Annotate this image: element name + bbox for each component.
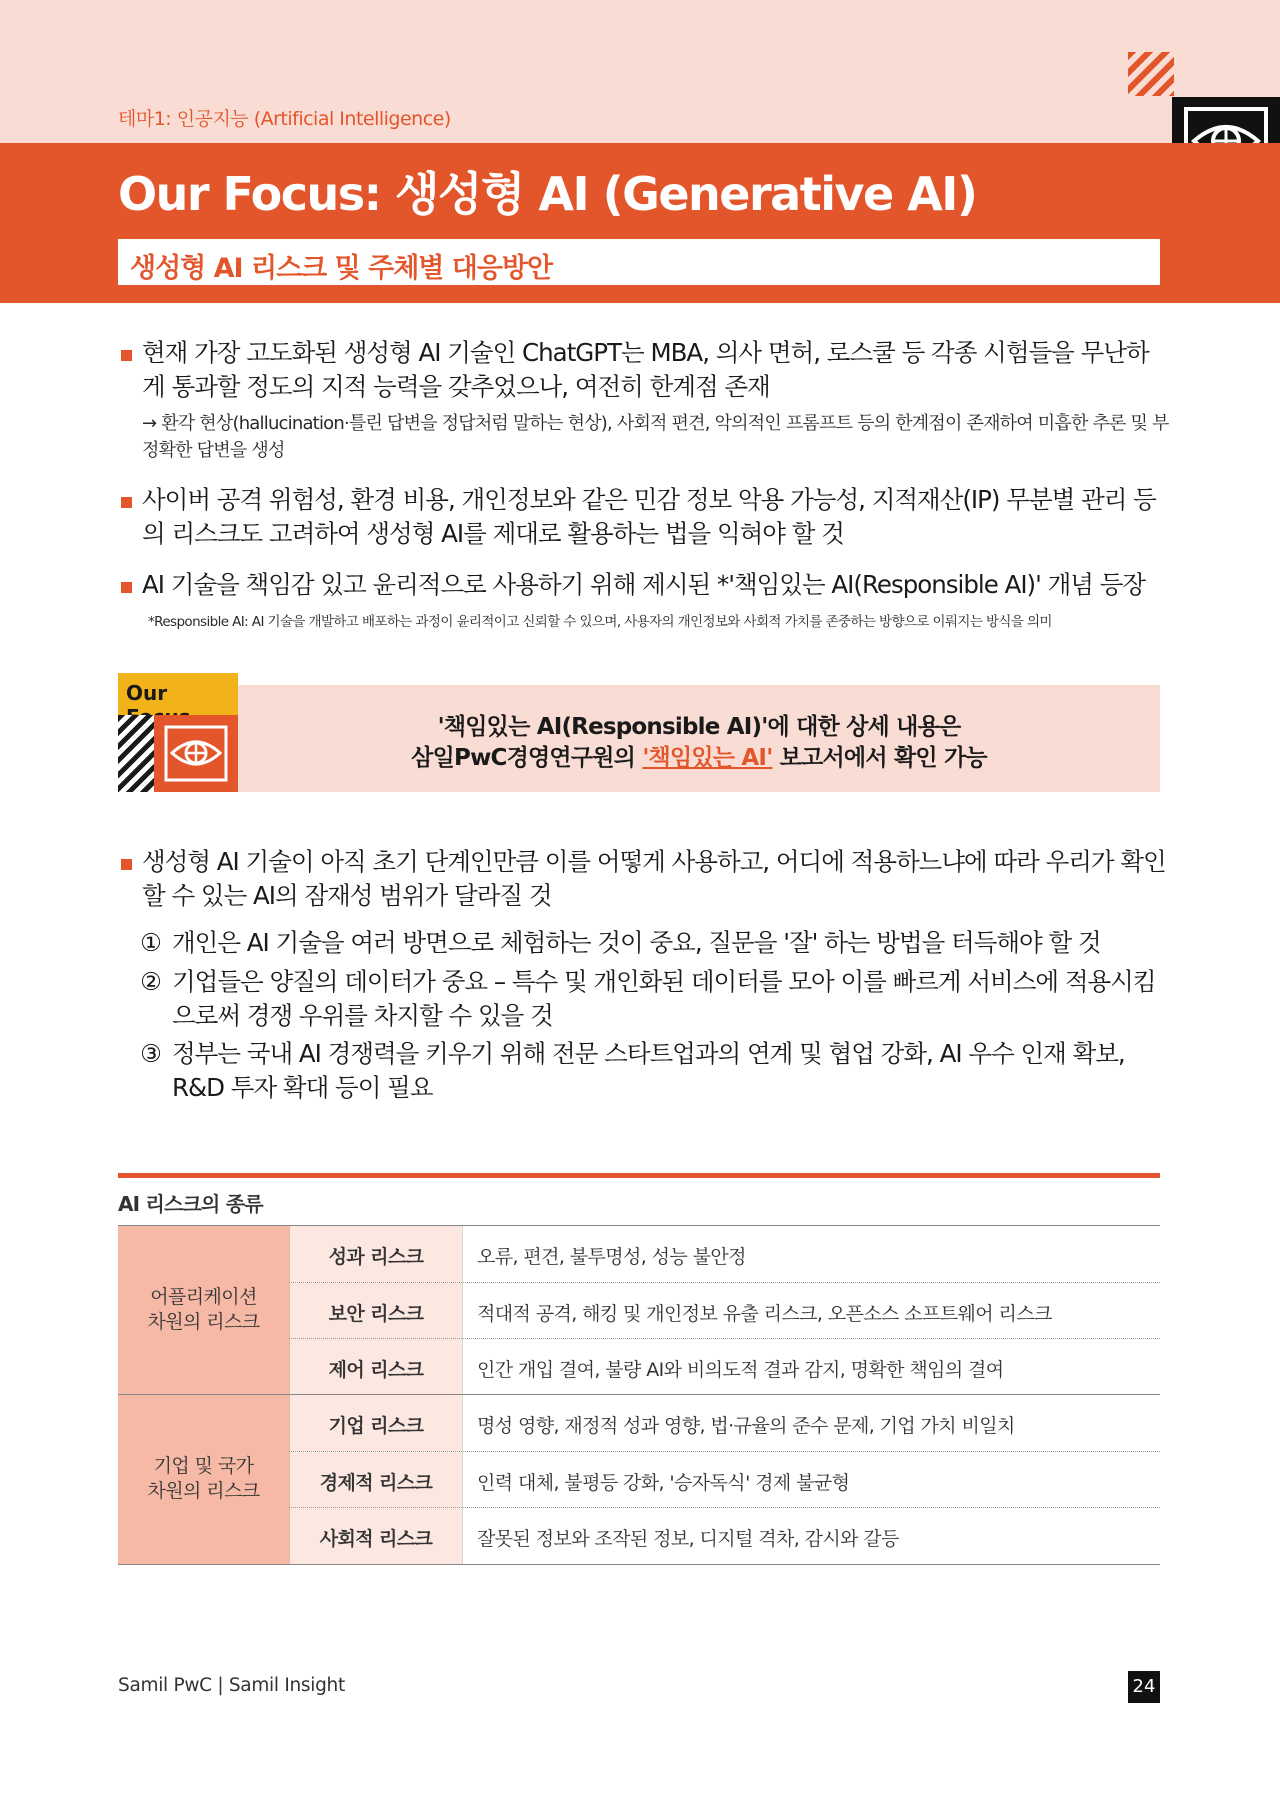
numbered-item-2	[140, 965, 1170, 1033]
focus-line-2	[238, 739, 1160, 772]
risk-desc: 적대적 공격, 해킹 및 개인정보 유출 리스크, 오픈소스 소프트웨어 리스크	[477, 1303, 1052, 1325]
table-top-rule	[118, 1173, 1160, 1178]
item-text: 정부는 국내 AI 경쟁력을 키우기 위해 전문 스타트업과의 연계 및 협업 강화, AI 우수 인재 확보, R&D 투자 확대 등이 필요	[172, 1039, 1125, 1102]
table-row	[289, 1226, 1160, 1282]
bullet-2	[118, 483, 1168, 551]
table-caption: AI 리스크의 종류	[118, 1192, 263, 1216]
theme-label: 테마1: 인공지능 (Artificial Intelligence)	[118, 108, 451, 130]
risk-name-cell	[289, 1339, 463, 1395]
focus-panel	[238, 685, 1160, 792]
footer-brand: Samil PwC | Samil Insight	[118, 1675, 345, 1696]
bullet-square-icon	[121, 582, 132, 593]
group-label-line-2: 차원의 리스크	[147, 1480, 260, 1502]
bullet-1	[118, 336, 1168, 404]
risk-desc: 명성 영향, 재정적 성과 영향, 법·규율의 준수 문제, 기업 가치 비일치	[477, 1415, 1015, 1437]
item-number: ②	[140, 967, 161, 996]
bullet-square-icon	[121, 350, 132, 361]
page-title: Our Focus: 생성형 AI (Generative AI)	[118, 167, 977, 221]
focus-tag	[118, 673, 238, 715]
table-row	[289, 1395, 1160, 1451]
risk-name-cell	[289, 1283, 463, 1339]
eye-icon	[154, 715, 238, 792]
risk-desc: 인력 대체, 불평등 강화, '승자독식' 경제 불균형	[477, 1472, 850, 1494]
risk-desc: 인간 개입 결여, 불량 AI와 비의도적 결과 감지, 명확한 책임의 결여	[477, 1359, 1004, 1381]
group-cell-application	[118, 1226, 289, 1396]
focus-line-2-suffix: 보고서에서 확인 가능	[772, 745, 987, 771]
bullet-text: 현재 가장 고도화된 생성형 AI 기술인 ChatGPT는 MBA, 의사 면허, 로스쿨 등 각종 시험들을 무난하게 통과할 정도의 지적 능력을 갖추었으나, 여전히 한계점 존재	[142, 338, 1149, 401]
table-row	[289, 1283, 1160, 1339]
table-row	[289, 1508, 1160, 1564]
numbered-item-3	[140, 1037, 1170, 1105]
subtitle-box	[118, 239, 1160, 285]
bullet-square-icon	[121, 497, 132, 508]
risk-name-cell	[289, 1452, 463, 1508]
focus-tag-label: Our	[126, 681, 168, 705]
report-link[interactable]: '책임있는 AI'	[642, 745, 773, 771]
bullet-4	[118, 845, 1168, 913]
table-row	[289, 1339, 1160, 1395]
bullet-square-icon	[121, 859, 132, 870]
risk-desc: 잘못된 정보와 조작된 정보, 디지털 격차, 감시와 갈등	[477, 1528, 899, 1550]
risk-name-cell	[289, 1395, 463, 1451]
page-subtitle: 생성형 AI 리스크 및 주체별 대응방안	[130, 253, 553, 284]
risk-name: 보안 리스크	[328, 1303, 424, 1325]
risk-name: 성과 리스크	[328, 1246, 424, 1268]
focus-line-1: '책임있는 AI(Responsible AI)'에 대한 상세 내용은	[437, 714, 961, 740]
item-text: 개인은 AI 기술을 여러 방면으로 체험하는 것이 중요, 질문을 '잘' 하는 방법을 터득해야 할 것	[172, 928, 1101, 957]
risk-name: 사회적 리스크	[319, 1528, 433, 1550]
group-label-line-1: 어플리케이션	[150, 1286, 257, 1308]
risk-name: 경제적 리스크	[319, 1472, 433, 1494]
group-cell-enterprise	[118, 1395, 289, 1565]
focus-line-2-prefix: 삼일PwC경영연구원의	[411, 745, 643, 771]
item-text: 기업들은 양질의 데이터가 중요 – 특수 및 개인화된 데이터를 모아 이를 빠르게 서비스에 적용시킴으로써 경쟁 우위를 차지할 수 있을 것	[172, 967, 1156, 1030]
risk-name-cell	[289, 1508, 463, 1564]
group-label-line-2: 차원의 리스크	[147, 1311, 260, 1333]
bullet-3	[118, 568, 1168, 602]
table-bottom-line	[118, 1564, 1160, 1565]
risk-name-cell	[289, 1226, 463, 1282]
risk-name: 기업 리스크	[328, 1415, 424, 1437]
risk-name: 제어 리스크	[328, 1359, 424, 1381]
focus-eye-badge	[154, 715, 238, 792]
bullet-text: 생성형 AI 기술이 아직 초기 단계인만큼 이를 어떻게 사용하고, 어디에 적용하느냐에 따라 우리가 확인할 수 있는 AI의 잠재성 범위가 달라질 것	[142, 847, 1166, 910]
bullet-text: AI 기술을 책임감 있고 윤리적으로 사용하기 위해 제시된 *'책임있는 AI(Responsible AI)' 개념 등장	[142, 570, 1146, 599]
item-number: ①	[140, 928, 161, 957]
item-number: ③	[140, 1039, 161, 1068]
footnote-responsible-ai: *Responsible AI: AI 기술을 개발하고 배포하는 과정이 윤리적이고 신뢰할 수 있으며, 사용자의 개인정보와 사회적 가치를 존중하는 방향으로 이뤄지는 방식을 의미	[148, 614, 1052, 630]
bullet-1-sub: → 환각 현상(hallucination·틀린 답변을 정답처럼 말하는 현상), 사회적 편견, 악의적인 프롬프트 등의 한계점이 존재하여 미흡한 추론 및 부정확한 답변을 생성	[142, 413, 1169, 461]
hatch-decoration	[1128, 52, 1174, 96]
bullet-text: 사이버 공격 위험성, 환경 비용, 개인정보와 같은 민감 정보 악용 가능성, 지적재산(IP) 무분별 관리 등의 리스크도 고려하여 생성형 AI를 제대로 활용하는 법을 익혀야 할 것	[142, 485, 1156, 548]
risk-desc: 오류, 편견, 불투명성, 성능 불안정	[477, 1246, 746, 1268]
numbered-item-1	[140, 926, 1170, 960]
page-number: 24	[1128, 1671, 1160, 1703]
table-row	[289, 1452, 1160, 1508]
focus-hatch-decoration	[118, 715, 154, 792]
group-label-line-1: 기업 및 국가	[153, 1455, 254, 1477]
